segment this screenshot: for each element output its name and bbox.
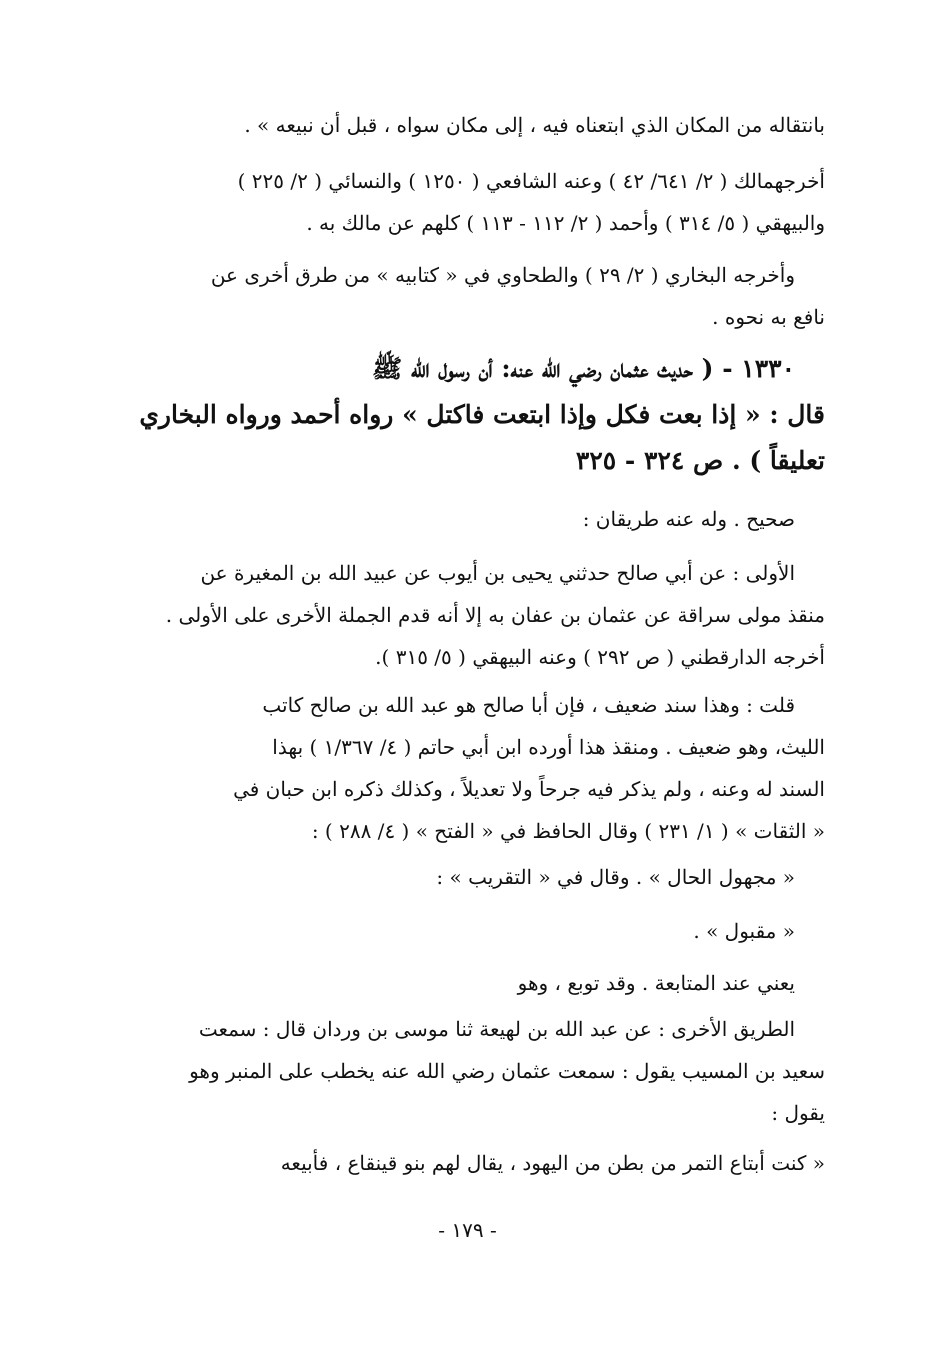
heading-line: تعليقاً ) . ص ٣٢٤ - ٣٢٥ xyxy=(575,446,825,475)
paragraph-grading xyxy=(105,498,825,540)
text-line: يعني عند المتابعة . وقد توبع ، وهو xyxy=(517,971,795,995)
text-line: « كنت أبتاع التمر من بطن من اليهود ، يقال لهم بنو قينقاع ، فأبيعه xyxy=(280,1151,825,1175)
paragraph-quote-1 xyxy=(105,856,825,898)
paragraph-first-route xyxy=(105,552,825,678)
text-line: « مجهول الحال » . وقال في « التقريب » : xyxy=(436,865,795,889)
text-line: الطريق الأخرى : عن عبد الله بن لهيعة ثنا موسى بن وردان قال : سمعت xyxy=(198,1017,795,1041)
text-line: يقول : xyxy=(771,1101,825,1125)
text-line: منقذ مولى سراقة عن عثمان بن عفان به إلا أنه قدم الجملة الأخرى على الأولى . xyxy=(165,603,825,627)
paragraph-follow xyxy=(105,962,825,1004)
page-number: - ١٧٩ - xyxy=(438,1218,497,1242)
hadith-heading xyxy=(105,346,825,484)
text-line: وأخرجه البخاري ( ٢/ ٢٩ ) والطحاوي في « كتابيه » من طرق أخرى عن xyxy=(210,263,795,287)
heading-line: ١٣٣٠ - ( حديث عثمان رضي الله عنه: أن رسول الله ﷺ xyxy=(371,354,795,383)
text-line: « مقبول » . xyxy=(693,919,795,943)
text-line: الليث، وهو ضعيف . ومنقذ هذا أورده ابن أبي حاتم ( ٤/ ١/٣٦٧ ) بهذا xyxy=(272,735,825,759)
paragraph-2 xyxy=(105,160,825,244)
paragraph-1 xyxy=(105,104,825,146)
heading-line: قال : « إذا بعت فكل وإذا ابتعت فاكتل » رواه أحمد ورواه البخاري xyxy=(139,400,825,429)
text-line: والبيهقي ( ٥/ ٣١٤ ) وأحمد ( ٢/ ١١٢ - ١١٣ ) كلهم عن مالك به . xyxy=(306,211,825,235)
text-line: نافع به نحوه . xyxy=(712,305,825,329)
text-line: أخرجه الدارقطني ( ص ٢٩٢ ) وعنه البيهقي ( ٥/ ٣١٥ ). xyxy=(375,645,825,669)
paragraph-quote-2 xyxy=(105,910,825,952)
text-line: قلت : وهذا سند ضعيف ، فإن أبا صالح هو عبد الله بن صالح كاتب xyxy=(262,693,795,717)
text-line: صحيح . وله عنه طريقان : xyxy=(582,507,795,531)
text-line: السند له وعنه ، ولم يذكر فيه جرحاً ولا تعديلاً ، وكذلك ذكره ابن حبان في xyxy=(233,777,825,801)
paragraph-comment xyxy=(105,684,825,852)
text-line: بانتقاله من المكان الذي ابتعناه فيه ، إلى مكان سواه ، قبل أن نبيعه » . xyxy=(244,113,825,137)
text-line: « الثقات » ( ١/ ٢٣١ ) وقال الحافظ في « الفتح » ( ٤/ ٢٨٨ ) : xyxy=(311,819,825,843)
paragraph-second-route xyxy=(105,1008,825,1134)
paragraph-narration xyxy=(105,1142,825,1184)
text-line: أخرجهمالك ( ٢/ ٦٤١/ ٤٢ ) وعنه الشافعي ( ١٢٥٠ ) والنسائي ( ٢/ ٢٢٥ ) xyxy=(237,169,825,193)
paragraph-3 xyxy=(105,254,825,338)
text-line: الأولى : عن أبي صالح حدثني يحيى بن أيوب عن عبيد الله بن المغيرة عن xyxy=(200,561,795,585)
text-line: سعيد بن المسيب يقول : سمعت عثمان رضي الله عنه يخطب على المنبر وهو xyxy=(189,1059,825,1083)
